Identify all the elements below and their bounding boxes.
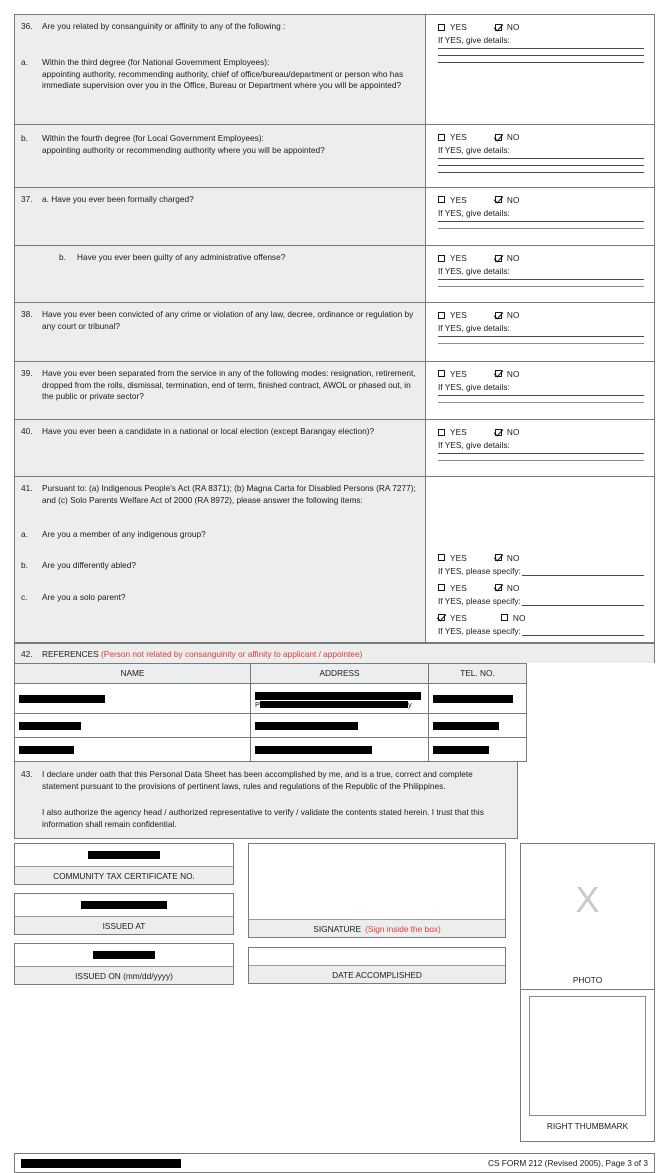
redaction-bar — [255, 722, 358, 730]
answer-37a-checkboxes — [438, 195, 644, 205]
question-36-a-row — [14, 14, 655, 124]
answer-41c-specify-label: If YES, please specify: — [438, 625, 521, 636]
answer-39-checkboxes — [438, 369, 644, 379]
checkbox-41c-no[interactable] — [501, 614, 508, 621]
answer-36a-checkboxes — [438, 22, 644, 32]
question-36a — [21, 57, 417, 92]
answer-38-details-label: If YES, give details: — [438, 323, 510, 334]
signature-caption-text: SIGNATURE — [313, 923, 362, 934]
checkbox-36b-yes[interactable] — [438, 134, 445, 141]
signature-box — [248, 843, 506, 938]
question-37a-text: Have you ever been formally charged? — [51, 193, 194, 204]
answer-39-yes-label: YES — [450, 368, 467, 379]
question-41-row — [14, 476, 655, 643]
issued-on-caption: ISSUED ON (mm/dd/yyyy) — [15, 966, 233, 984]
answer-36a-yes[interactable] — [438, 22, 467, 32]
question-39-text-cell — [15, 362, 425, 419]
section-42-header — [14, 643, 655, 663]
question-41-text-cell — [15, 477, 425, 642]
question-41b — [21, 560, 417, 572]
checkbox-40-no[interactable] — [495, 429, 502, 436]
issued-on-value[interactable] — [15, 944, 233, 966]
question-41-text: Pursuant to: (a) Indigenous People's Act (RA 8371); (b) Magna Carta for Disabled Persons (RA 7277); and (c) Solo Parents Welfare Act of 2000 (RA 8972), please answer the following items: — [42, 482, 416, 505]
question-37b-text: Have you ever been guilty of any administrative offense? — [77, 252, 286, 263]
date-accomplished-box — [248, 947, 506, 984]
checkbox-36a-yes[interactable] — [438, 24, 445, 31]
checkbox-39-no[interactable] — [495, 370, 502, 377]
answer-41a-specify-label: If YES, please specify: — [438, 565, 521, 576]
answer-40-details-label: If YES, give details: — [438, 440, 510, 451]
question-36-title: Are you related by consanguinity or affinity to any of the following : — [42, 21, 286, 31]
issued-at-box — [14, 893, 234, 935]
checkbox-37a-no[interactable] — [495, 196, 502, 203]
question-38-row — [14, 302, 655, 361]
answer-41b-specify-row[interactable] — [438, 596, 644, 606]
photo-box[interactable] — [520, 843, 655, 990]
date-accomplished-caption: DATE ACCOMPLISHED — [249, 965, 505, 983]
signature-caption-note: (Sign inside the box) — [365, 923, 441, 934]
checkbox-41a-yes[interactable] — [438, 554, 445, 561]
bottom-section — [14, 843, 655, 1142]
declaration-para1: I declare under oath that this Personal Data Sheet has been accomplished by me, and is a true, correct and complete statement pursuant to the provisions of pertinent laws, rules and regulations of the Republic of the Philippines. — [42, 768, 473, 791]
answer-38-cell — [425, 303, 654, 361]
answer-37b-details-label: If YES, give details: — [438, 266, 510, 277]
redaction-bar — [21, 1159, 181, 1168]
issued-at-caption: ISSUED AT — [15, 916, 233, 934]
answer-36a-yes-label: YES — [450, 22, 467, 32]
answer-39-yes[interactable] — [438, 369, 467, 379]
redaction-bar — [433, 746, 489, 754]
question-37b — [21, 252, 417, 264]
answer-41b-no-label: NO — [506, 582, 520, 593]
ctc-column — [14, 843, 234, 1142]
question-37-a-text-cell — [15, 188, 425, 246]
reference-tel-3[interactable] — [429, 737, 527, 761]
section-42-title: REFERENCES — [42, 648, 99, 659]
answer-37a-details-label: If YES, give details: — [438, 207, 510, 218]
answer-38-detail-lines[interactable] — [438, 336, 644, 344]
answer-41b-yes[interactable] — [438, 583, 467, 593]
question-36a-line1: Within the third degree (for National Government Employees): — [42, 56, 270, 67]
references-header-row — [15, 663, 527, 683]
question-37-number: 37. — [21, 193, 33, 204]
reference-name-2[interactable] — [15, 713, 251, 737]
answer-36b-no-label: NO — [506, 132, 520, 143]
answer-38-checkboxes — [438, 310, 644, 320]
answer-41a-no-label: NO — [506, 552, 520, 563]
references-table — [14, 663, 527, 762]
question-41b-letter: b. — [21, 560, 28, 571]
checkbox-37b-yes[interactable] — [438, 255, 445, 262]
answer-38-no[interactable] — [495, 310, 520, 320]
redaction-bar — [19, 722, 81, 730]
question-36b — [21, 133, 417, 157]
question-38-text-cell — [15, 303, 425, 361]
answer-39-details-label: If YES, give details: — [438, 381, 510, 392]
question-36a-line2: appointing authority, recommending authority, chief of office/bureau/department or person who has immediate supervision over you in the Office, Bureau or Department where you will be appointed? — [42, 68, 404, 91]
redaction-bar — [88, 851, 160, 859]
answer-36b-details-label: If YES, give details: — [438, 145, 510, 156]
answer-41a-no[interactable] — [495, 553, 520, 563]
answer-36a-no-label: NO — [506, 22, 520, 32]
question-36a-letter: a. — [21, 56, 28, 67]
signature-caption — [249, 919, 505, 937]
answer-36b-detail-lines[interactable] — [438, 158, 644, 173]
answer-41b-specify-line[interactable] — [522, 596, 644, 606]
answer-37b-no[interactable] — [495, 253, 520, 263]
question-40 — [21, 426, 417, 438]
answer-36b-no[interactable] — [495, 132, 520, 142]
answer-41c-checkboxes — [438, 613, 644, 623]
answer-37a-detail-lines[interactable] — [438, 221, 644, 229]
checkbox-38-yes[interactable] — [438, 312, 445, 319]
declaration-para1-row — [21, 768, 509, 792]
issued-on-box — [14, 943, 234, 985]
answer-37b-yes-label: YES — [450, 253, 467, 264]
reference-name-1[interactable] — [15, 683, 251, 713]
thumbmark-caption: RIGHT THUMBMARK — [546, 1121, 629, 1131]
footer-form-code: CS FORM 212 (Revised 2005), Page 3 of 3 — [487, 1158, 648, 1168]
section-42-note: (Person not related by consanguinity or affinity to applicant / appointee) — [101, 648, 363, 659]
question-41a-letter: a. — [21, 528, 28, 539]
question-38 — [21, 309, 417, 333]
question-39-row — [14, 361, 655, 419]
redaction-bar — [255, 746, 372, 754]
question-41c-letter: c. — [21, 592, 28, 603]
answer-36b-yes-label: YES — [450, 132, 467, 143]
answer-40-yes-label: YES — [450, 427, 467, 438]
checkbox-38-no[interactable] — [495, 312, 502, 319]
ctc-value[interactable] — [15, 844, 233, 866]
question-36-b-row — [14, 124, 655, 187]
answer-41a-specify-line[interactable] — [522, 566, 644, 576]
answer-36a-details-label: If YES, give details: — [438, 35, 510, 45]
answer-41b-specify-label: If YES, please specify: — [438, 595, 521, 606]
checkbox-40-yes[interactable] — [438, 429, 445, 436]
answer-41a-specify-row[interactable] — [438, 566, 644, 576]
references-col-tel: TEL. NO. — [429, 663, 527, 683]
question-37a — [21, 194, 417, 206]
signature-column — [248, 843, 506, 1142]
checkbox-41b-yes[interactable] — [438, 584, 445, 591]
answer-41a-yes[interactable] — [438, 553, 467, 563]
answer-37b-checkboxes — [438, 253, 644, 263]
question-36-b-text-cell — [15, 125, 425, 187]
answer-40-detail-lines[interactable] — [438, 453, 644, 461]
declaration-para2-row — [21, 806, 509, 830]
table-row[interactable] — [15, 683, 527, 713]
answer-37a-yes-label: YES — [450, 194, 467, 205]
question-37a-letter: a. — [42, 193, 49, 204]
answer-39-no-label: NO — [506, 368, 520, 379]
question-36b-letter: b. — [21, 133, 28, 144]
answer-37b-cell — [425, 246, 654, 302]
page-footer — [14, 1153, 655, 1173]
question-38-number: 38. — [21, 309, 33, 320]
answer-41c-specify-row[interactable] — [438, 626, 644, 636]
question-40-number: 40. — [21, 426, 33, 437]
answer-39-no[interactable] — [495, 369, 520, 379]
answer-38-yes-label: YES — [450, 310, 467, 321]
answer-41a-checkboxes — [438, 553, 644, 563]
photo-caption: PHOTO — [572, 975, 603, 985]
redaction-bar — [255, 692, 421, 700]
pds-page-3 — [14, 14, 655, 1173]
question-41a-text: Are you a member of any indigenous group? — [42, 528, 206, 539]
answer-40-checkboxes — [438, 427, 644, 437]
answer-41b-checkboxes — [438, 583, 644, 593]
question-41b-text: Are you differently abled? — [42, 560, 136, 571]
answer-41c-yes[interactable] — [438, 613, 467, 623]
redaction-bar — [19, 746, 74, 754]
redaction-bar — [433, 695, 513, 703]
answer-39-detail-lines[interactable] — [438, 395, 644, 403]
checkbox-37b-no[interactable] — [495, 255, 502, 262]
ctc-caption: COMMUNITY TAX CERTIFICATE NO. — [15, 866, 233, 884]
issued-at-value[interactable] — [15, 894, 233, 916]
answer-37a-no-label: NO — [506, 194, 520, 205]
answer-40-no[interactable] — [495, 427, 520, 437]
question-40-text: Have you ever been a candidate in a national or local election (except Barangay election)? — [42, 426, 375, 437]
answer-40-no-label: NO — [506, 427, 520, 438]
reference-address-2[interactable] — [251, 713, 429, 737]
answer-36a-no[interactable] — [495, 22, 520, 32]
declaration-para2: I also authorize the agency head / authorized representative to verify / validate the contents stated herein. I trust that this information shall remain confidential. — [42, 806, 484, 829]
redaction-bar — [93, 951, 155, 959]
section-42-number: 42. — [21, 648, 33, 659]
question-39-number: 39. — [21, 367, 33, 378]
answer-36b-yes[interactable] — [438, 132, 467, 142]
answer-40-yes[interactable] — [438, 427, 467, 437]
reference-name-3[interactable] — [15, 737, 251, 761]
answer-37b-detail-lines[interactable] — [438, 279, 644, 287]
redaction-bar — [19, 695, 105, 703]
checkbox-36a-no[interactable] — [495, 24, 502, 31]
redaction-bar — [433, 722, 499, 730]
checkbox-37a-yes[interactable] — [438, 196, 445, 203]
answer-36b-checkboxes — [438, 132, 644, 142]
answer-38-no-label: NO — [506, 310, 520, 321]
answer-37a-cell — [425, 188, 654, 246]
checkbox-41c-yes[interactable] — [438, 614, 445, 621]
section-43-number: 43. — [21, 768, 33, 779]
answer-38-yes[interactable] — [438, 310, 467, 320]
answer-41-cell — [425, 477, 654, 642]
question-36-a-text-cell — [15, 15, 425, 124]
answer-36a-detail-lines[interactable] — [438, 48, 644, 63]
answer-41c-yes-label: YES — [450, 612, 467, 623]
checkbox-39-yes[interactable] — [438, 370, 445, 377]
answer-36b-cell — [425, 125, 654, 187]
question-41c-text: Are you a solo parent? — [42, 592, 126, 603]
thumbmark-box[interactable] — [520, 990, 655, 1142]
answer-37a-yes[interactable] — [438, 195, 467, 205]
thumbmark-area[interactable] — [529, 996, 646, 1116]
references-col-name: NAME — [15, 663, 251, 683]
photo-column — [520, 843, 655, 1142]
question-37-a-row — [14, 187, 655, 246]
question-40-text-cell — [15, 420, 425, 476]
question-41a — [21, 529, 417, 541]
reference-tel-1[interactable] — [429, 683, 527, 713]
question-37-b-row — [14, 245, 655, 302]
references-col-address: ADDRESS — [251, 663, 429, 683]
question-36b-line2: appointing authority or recommending authority where you will be appointed? — [42, 144, 325, 155]
answer-36a-cell — [425, 15, 654, 124]
table-row[interactable] — [15, 737, 527, 761]
reference-address-1[interactable]: P y — [251, 683, 429, 713]
answer-37b-no-label: NO — [506, 253, 520, 264]
question-40-row — [14, 419, 655, 476]
redaction-bar — [81, 901, 167, 909]
checkbox-41b-no[interactable] — [495, 584, 502, 591]
answer-41b-yes-label: YES — [450, 582, 467, 593]
question-41-heading — [21, 483, 417, 507]
answer-40-cell — [425, 420, 654, 476]
checkbox-41a-no[interactable] — [495, 554, 502, 561]
answer-41a-yes-label: YES — [450, 552, 467, 563]
reference-tel-2[interactable] — [429, 713, 527, 737]
question-41c — [21, 592, 417, 604]
checkbox-36b-no[interactable] — [495, 134, 502, 141]
answer-37b-yes[interactable] — [438, 253, 467, 263]
question-37b-letter: b. — [59, 252, 66, 263]
table-row[interactable] — [15, 713, 527, 737]
question-36-number: 36. — [21, 21, 33, 31]
photo-placeholder-icon: X — [575, 879, 600, 920]
question-36-heading — [21, 21, 417, 33]
answer-41c-specify-line[interactable] — [522, 626, 644, 636]
date-accomplished-value[interactable] — [249, 948, 505, 965]
community-tax-certificate-box — [14, 843, 234, 885]
question-41-number: 41. — [21, 482, 33, 493]
question-39-text: Have you ever been separated from the service in any of the following modes: resignation, retirement, dropped from the rolls, dismissal, termination, end of term, finished contract, AWOL or phased out, in the public or private sector? — [42, 367, 416, 402]
answer-37a-no[interactable] — [495, 195, 520, 205]
section-43-declaration — [14, 762, 518, 839]
question-37-b-text-cell — [15, 246, 425, 302]
answer-41c-no-label: NO — [512, 612, 526, 623]
answer-41c-no[interactable] — [501, 613, 526, 623]
question-38-text: Have you ever been convicted of any crime or violation of any law, decree, ordinance or regulation by any court or tribunal? — [42, 309, 414, 332]
reference-address-3[interactable] — [251, 737, 429, 761]
answer-41b-no[interactable] — [495, 583, 520, 593]
question-39 — [21, 368, 417, 403]
signature-area[interactable] — [249, 844, 505, 919]
redaction-bar — [260, 701, 408, 708]
answer-39-cell — [425, 362, 654, 419]
question-36b-line1: Within the fourth degree (for Local Government Employees): — [42, 133, 264, 144]
